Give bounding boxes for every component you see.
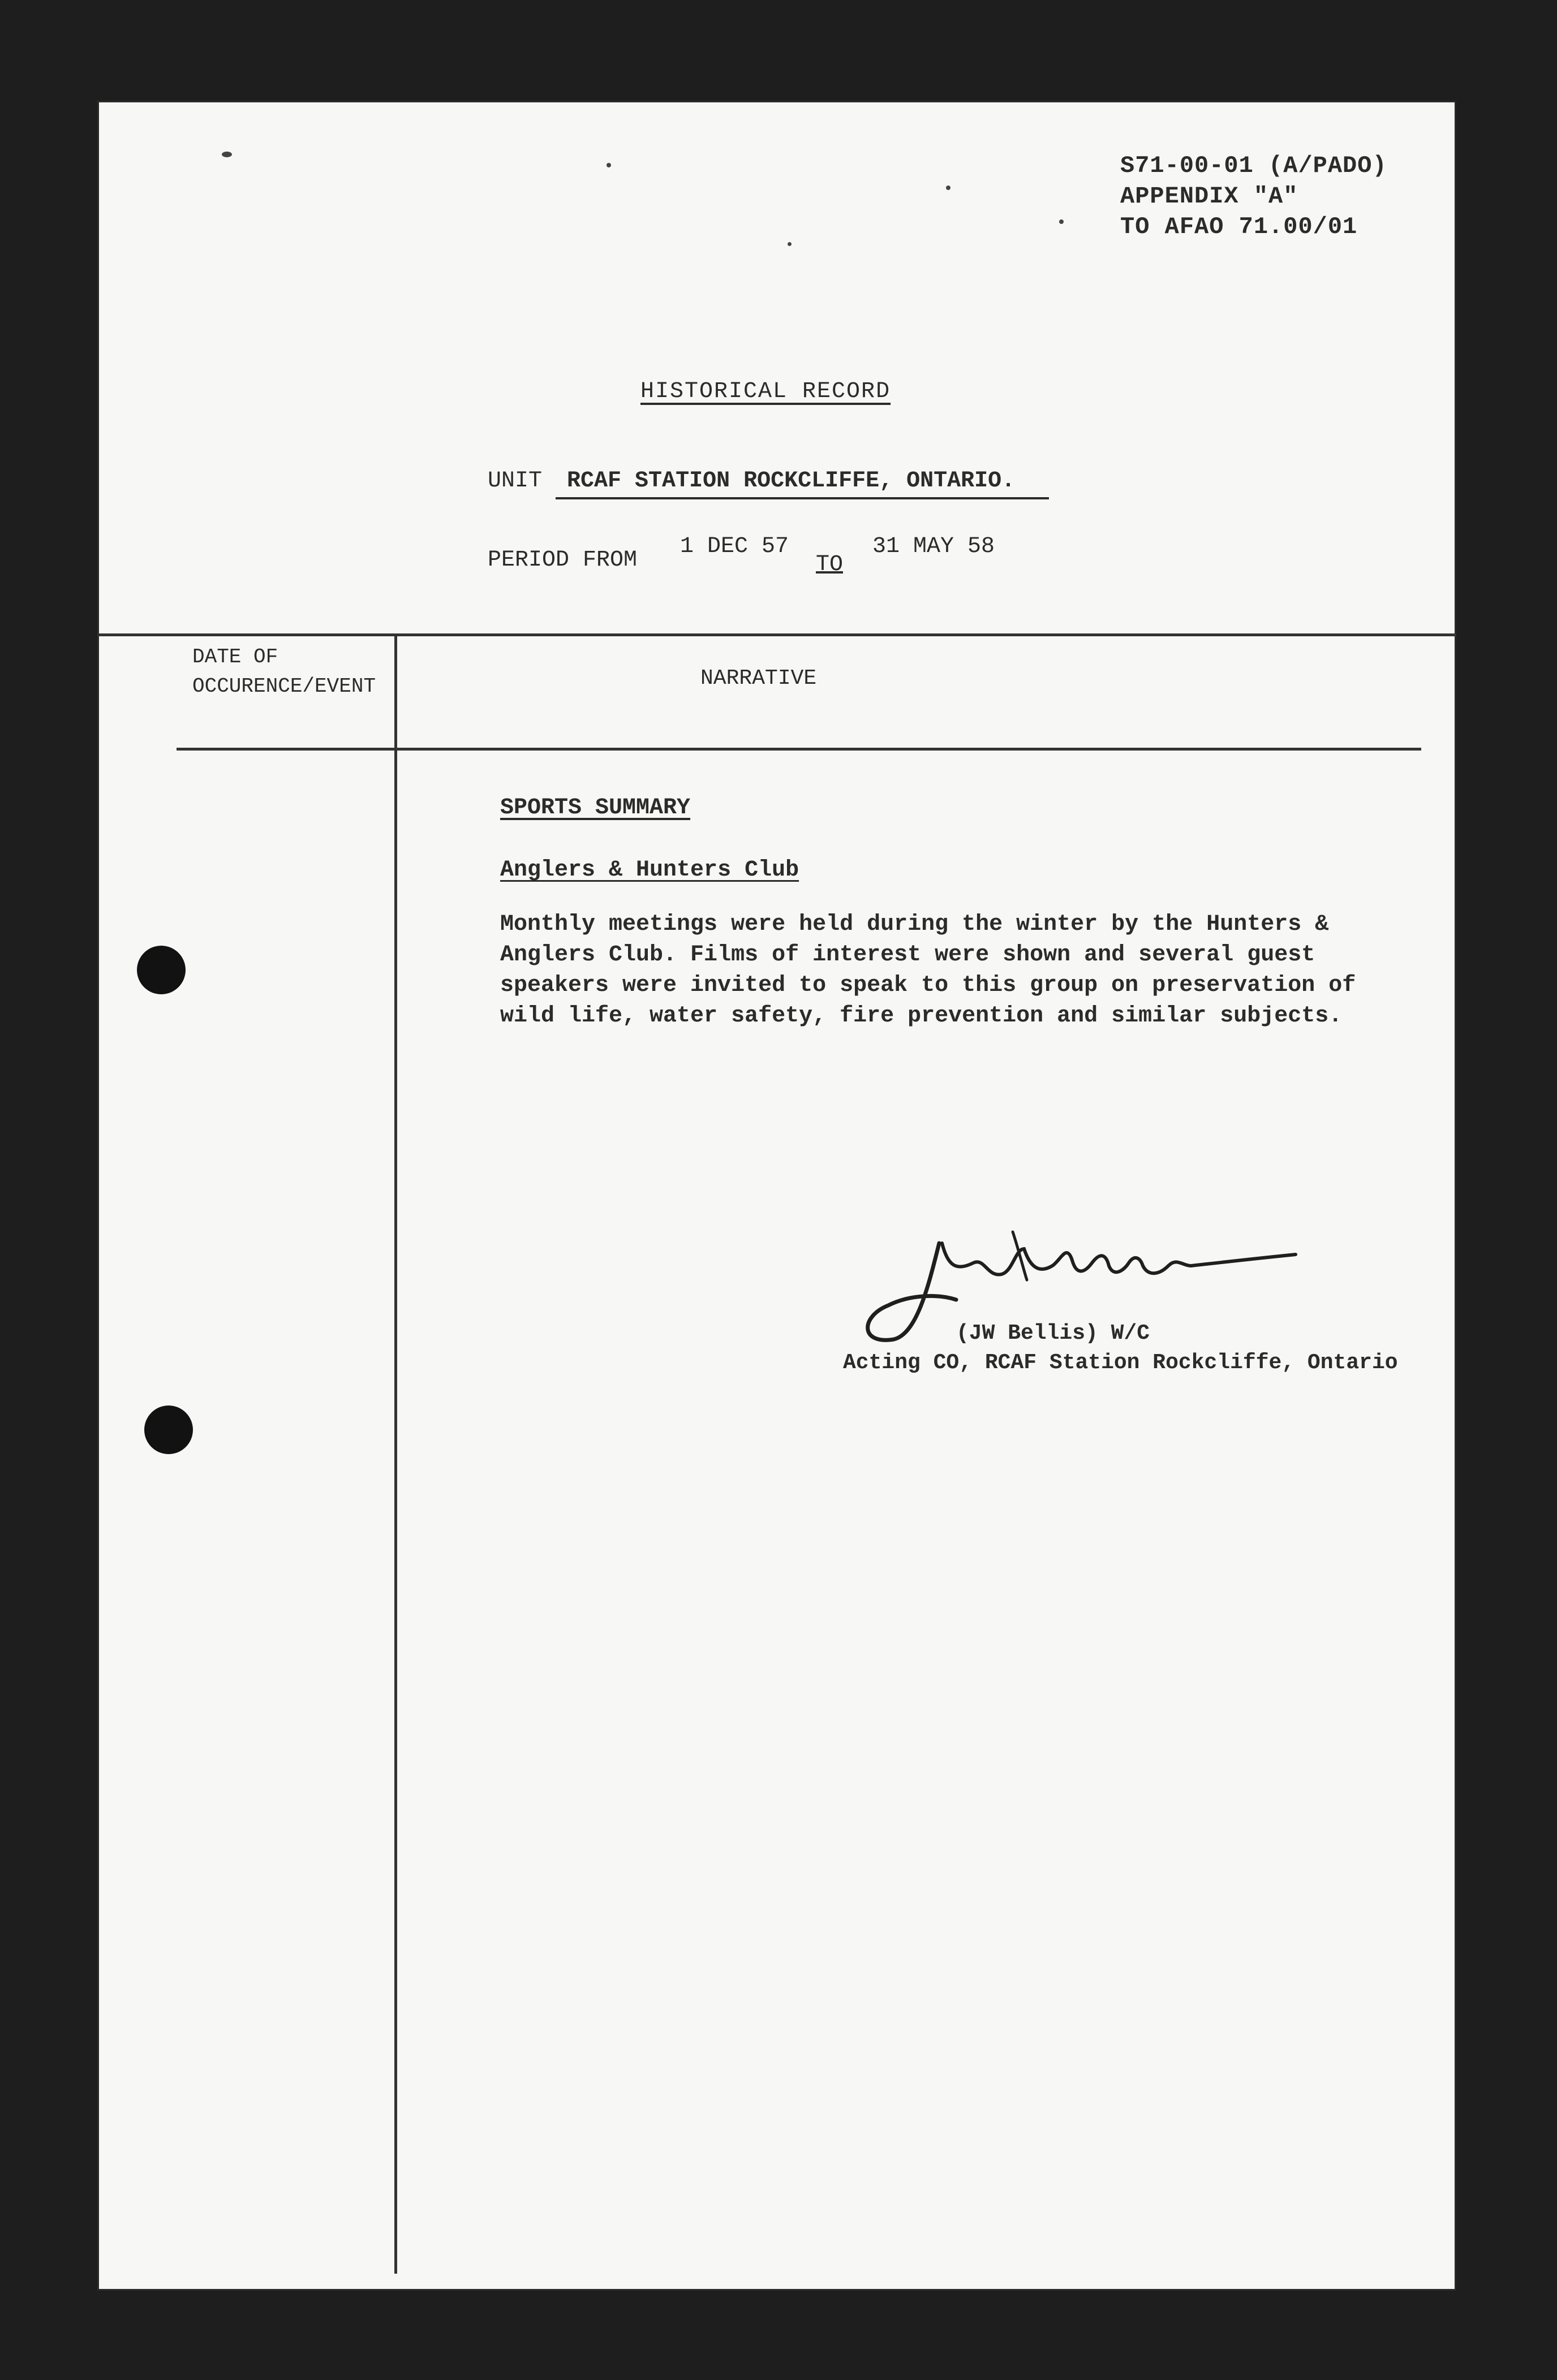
unit-row	[488, 468, 1049, 499]
table-column-divider	[394, 633, 397, 2274]
punch-hole	[144, 1405, 193, 1454]
section-heading: SPORTS SUMMARY	[500, 795, 691, 821]
paragraph-line: wild life, water safety, fire prevention and similar subjects.	[500, 1003, 1343, 1029]
signatory-name: (JW Bellis) W/C	[956, 1321, 1150, 1346]
period-row	[488, 534, 995, 577]
section-subheading: Anglers & Hunters Club	[500, 857, 799, 883]
period-from-date: 1 DEC 57	[680, 534, 789, 559]
scan-speck	[222, 152, 232, 157]
scan-speck	[946, 186, 950, 190]
narrative-paragraph	[500, 909, 1439, 1032]
period-label: PERIOD FROM	[488, 547, 638, 573]
signature-block	[843, 1209, 1460, 1402]
unit-label: UNIT	[488, 468, 543, 494]
table-rule-header	[177, 748, 1421, 751]
document-page	[97, 101, 1456, 2291]
paragraph-line: Anglers Club. Films of interest were shown and several guest	[500, 942, 1315, 968]
scan-speck	[1059, 219, 1064, 224]
column-header-narrative: NARRATIVE	[700, 666, 817, 691]
document-title: HISTORICAL RECORD	[640, 379, 891, 404]
reference-line-1: S71-00-01 (A/PADO)	[1120, 152, 1387, 179]
column-header-date-line2: OCCURENCE/EVENT	[192, 675, 376, 698]
period-to-label: TO	[816, 552, 844, 577]
reference-block	[1120, 150, 1387, 242]
column-header-date-line1: DATE OF	[192, 645, 278, 669]
reference-line-3: TO AFAO 71.00/01	[1120, 213, 1358, 240]
column-header-date	[192, 643, 376, 701]
punch-hole	[137, 946, 186, 994]
table-rule-top	[97, 633, 1456, 636]
scan-speck	[788, 242, 792, 246]
reference-line-2: APPENDIX "A"	[1120, 183, 1298, 210]
unit-value: RCAF STATION ROCKCLIFFE, ONTARIO.	[556, 468, 1049, 499]
paragraph-line: Monthly meetings were held during the winter by the Hunters &	[500, 912, 1329, 937]
paragraph-line: speakers were invited to speak to this group on preservation of	[500, 973, 1356, 998]
period-to-date: 31 MAY 58	[872, 534, 995, 559]
scan-speck	[607, 163, 611, 167]
signatory-title: Acting CO, RCAF Station Rockcliffe, Ontario	[843, 1351, 1398, 1375]
